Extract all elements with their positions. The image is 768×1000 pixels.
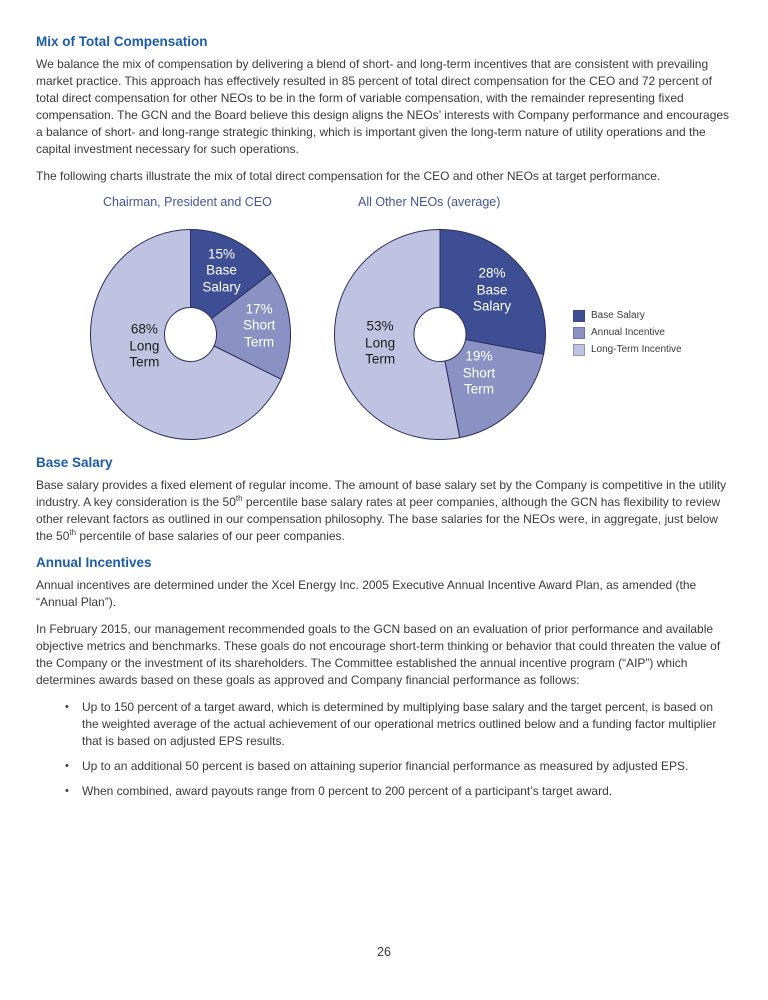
superscript-text: th: [69, 528, 77, 537]
legend-label: Long-Term Incentive: [591, 343, 682, 355]
slice-label: 68% Long Term: [129, 321, 160, 370]
donut-chart-ceo: [89, 228, 292, 441]
legend-swatch-icon: [573, 327, 585, 339]
bullet-item: [36, 699, 733, 750]
heading-annual-incentives: Annual Incentives: [36, 555, 152, 570]
donut-chart-other-neos: [333, 228, 547, 441]
bullet-list: [36, 699, 733, 800]
slice-label: 28% Base Salary: [472, 265, 512, 314]
slice-label: 17% Short Term: [242, 300, 276, 349]
chart-title-other-neos: All Other NEOs (average): [358, 195, 501, 209]
heading-mix-of-total-compensation: Mix of Total Compensation: [36, 34, 208, 49]
slice-label: 19% Short Term: [462, 348, 496, 397]
slice-label: 53% Long Term: [365, 318, 396, 367]
chart-title-ceo: Chairman, President and CEO: [103, 195, 272, 209]
legend-item: [573, 307, 682, 324]
bullet-text: Up to 150 percent of a target award, which is determined by multiplying base salary and the target percent, is based on the weighted average of the actual achievement of our operational metrics outlined below and a funding factor multiplier that is based on adjusted EPS results.: [82, 700, 717, 748]
annual-incentives-paragraph-1: Annual incentives are determined under the Xcel Energy Inc. 2005 Executive Annual Incentive Award Plan, as amended (the “Annual Plan”).: [36, 578, 697, 609]
mix-paragraph-2: The following charts illustrate the mix of total direct compensation for the CEO and other NEOs at target performance.: [36, 169, 661, 183]
legend-item: [573, 324, 682, 341]
superscript-text: th: [235, 494, 243, 503]
chart-legend: [573, 307, 682, 358]
bullet-icon: •: [65, 701, 69, 713]
base-salary-paragraph: Base salary provides a fixed element of regular income. The amount of base salary set by the Company is competitive in the utility industry. A key consideration is the 50th percentile base salary rates at peer companies, although the GCN has flexibility to review other relevant factors as outlined in our compensation philosophy. The base salaries for the NEOs were, in aggregate, just below the 50th percentile of base salaries of our peer companies.: [36, 478, 727, 543]
legend-label: Annual Incentive: [591, 326, 665, 338]
bullet-item: [36, 758, 733, 775]
bullet-text: Up to an additional 50 percent is based on attaining superior financial performance as measured by adjusted EPS.: [82, 759, 689, 773]
compensation-mix-charts: [36, 195, 733, 447]
bullet-text: When combined, award payouts range from 0 percent to 200 percent of a participant’s target award.: [82, 784, 613, 798]
legend-swatch-icon: [573, 310, 585, 322]
legend-item: [573, 341, 682, 358]
annual-incentives-paragraph-2: In February 2015, our management recommended goals to the GCN based on an evaluation of prior performance and available objective metrics and benchmarks. These goals do not encourage short-term thinking or behavior that could threaten the value of the Company or the investment of its shareholders. The Committee established the annual incentive program (“AIP”) which determines awards based on these goals as approved and Company financial performance as follows:: [36, 622, 721, 687]
page-number: 26: [377, 945, 391, 959]
legend-swatch-icon: [573, 344, 585, 356]
slice-label: 15% Base Salary: [202, 245, 241, 294]
bullet-icon: •: [65, 785, 69, 797]
heading-base-salary: Base Salary: [36, 455, 113, 470]
mix-paragraph-1: We balance the mix of compensation by delivering a blend of short- and long-term incentives that are consistent with prevailing market practice. This approach has effectively resulted in 85 percent of total direct compensation for the CEO and 72 percent of total direct compensation for other NEOs to be in the form of variable compensation, with the remainder representing fixed compensation. The GCN and the Board believe this design aligns the NEOs’ interests with Company performance and encourages a balance of short- and long-range strategic thinking, which is important given the long-term nature of utility operations and the capital investment necessary for such operations.: [36, 57, 730, 156]
bullet-icon: •: [65, 760, 69, 772]
legend-label: Base Salary: [591, 309, 645, 321]
bullet-item: [36, 783, 733, 800]
